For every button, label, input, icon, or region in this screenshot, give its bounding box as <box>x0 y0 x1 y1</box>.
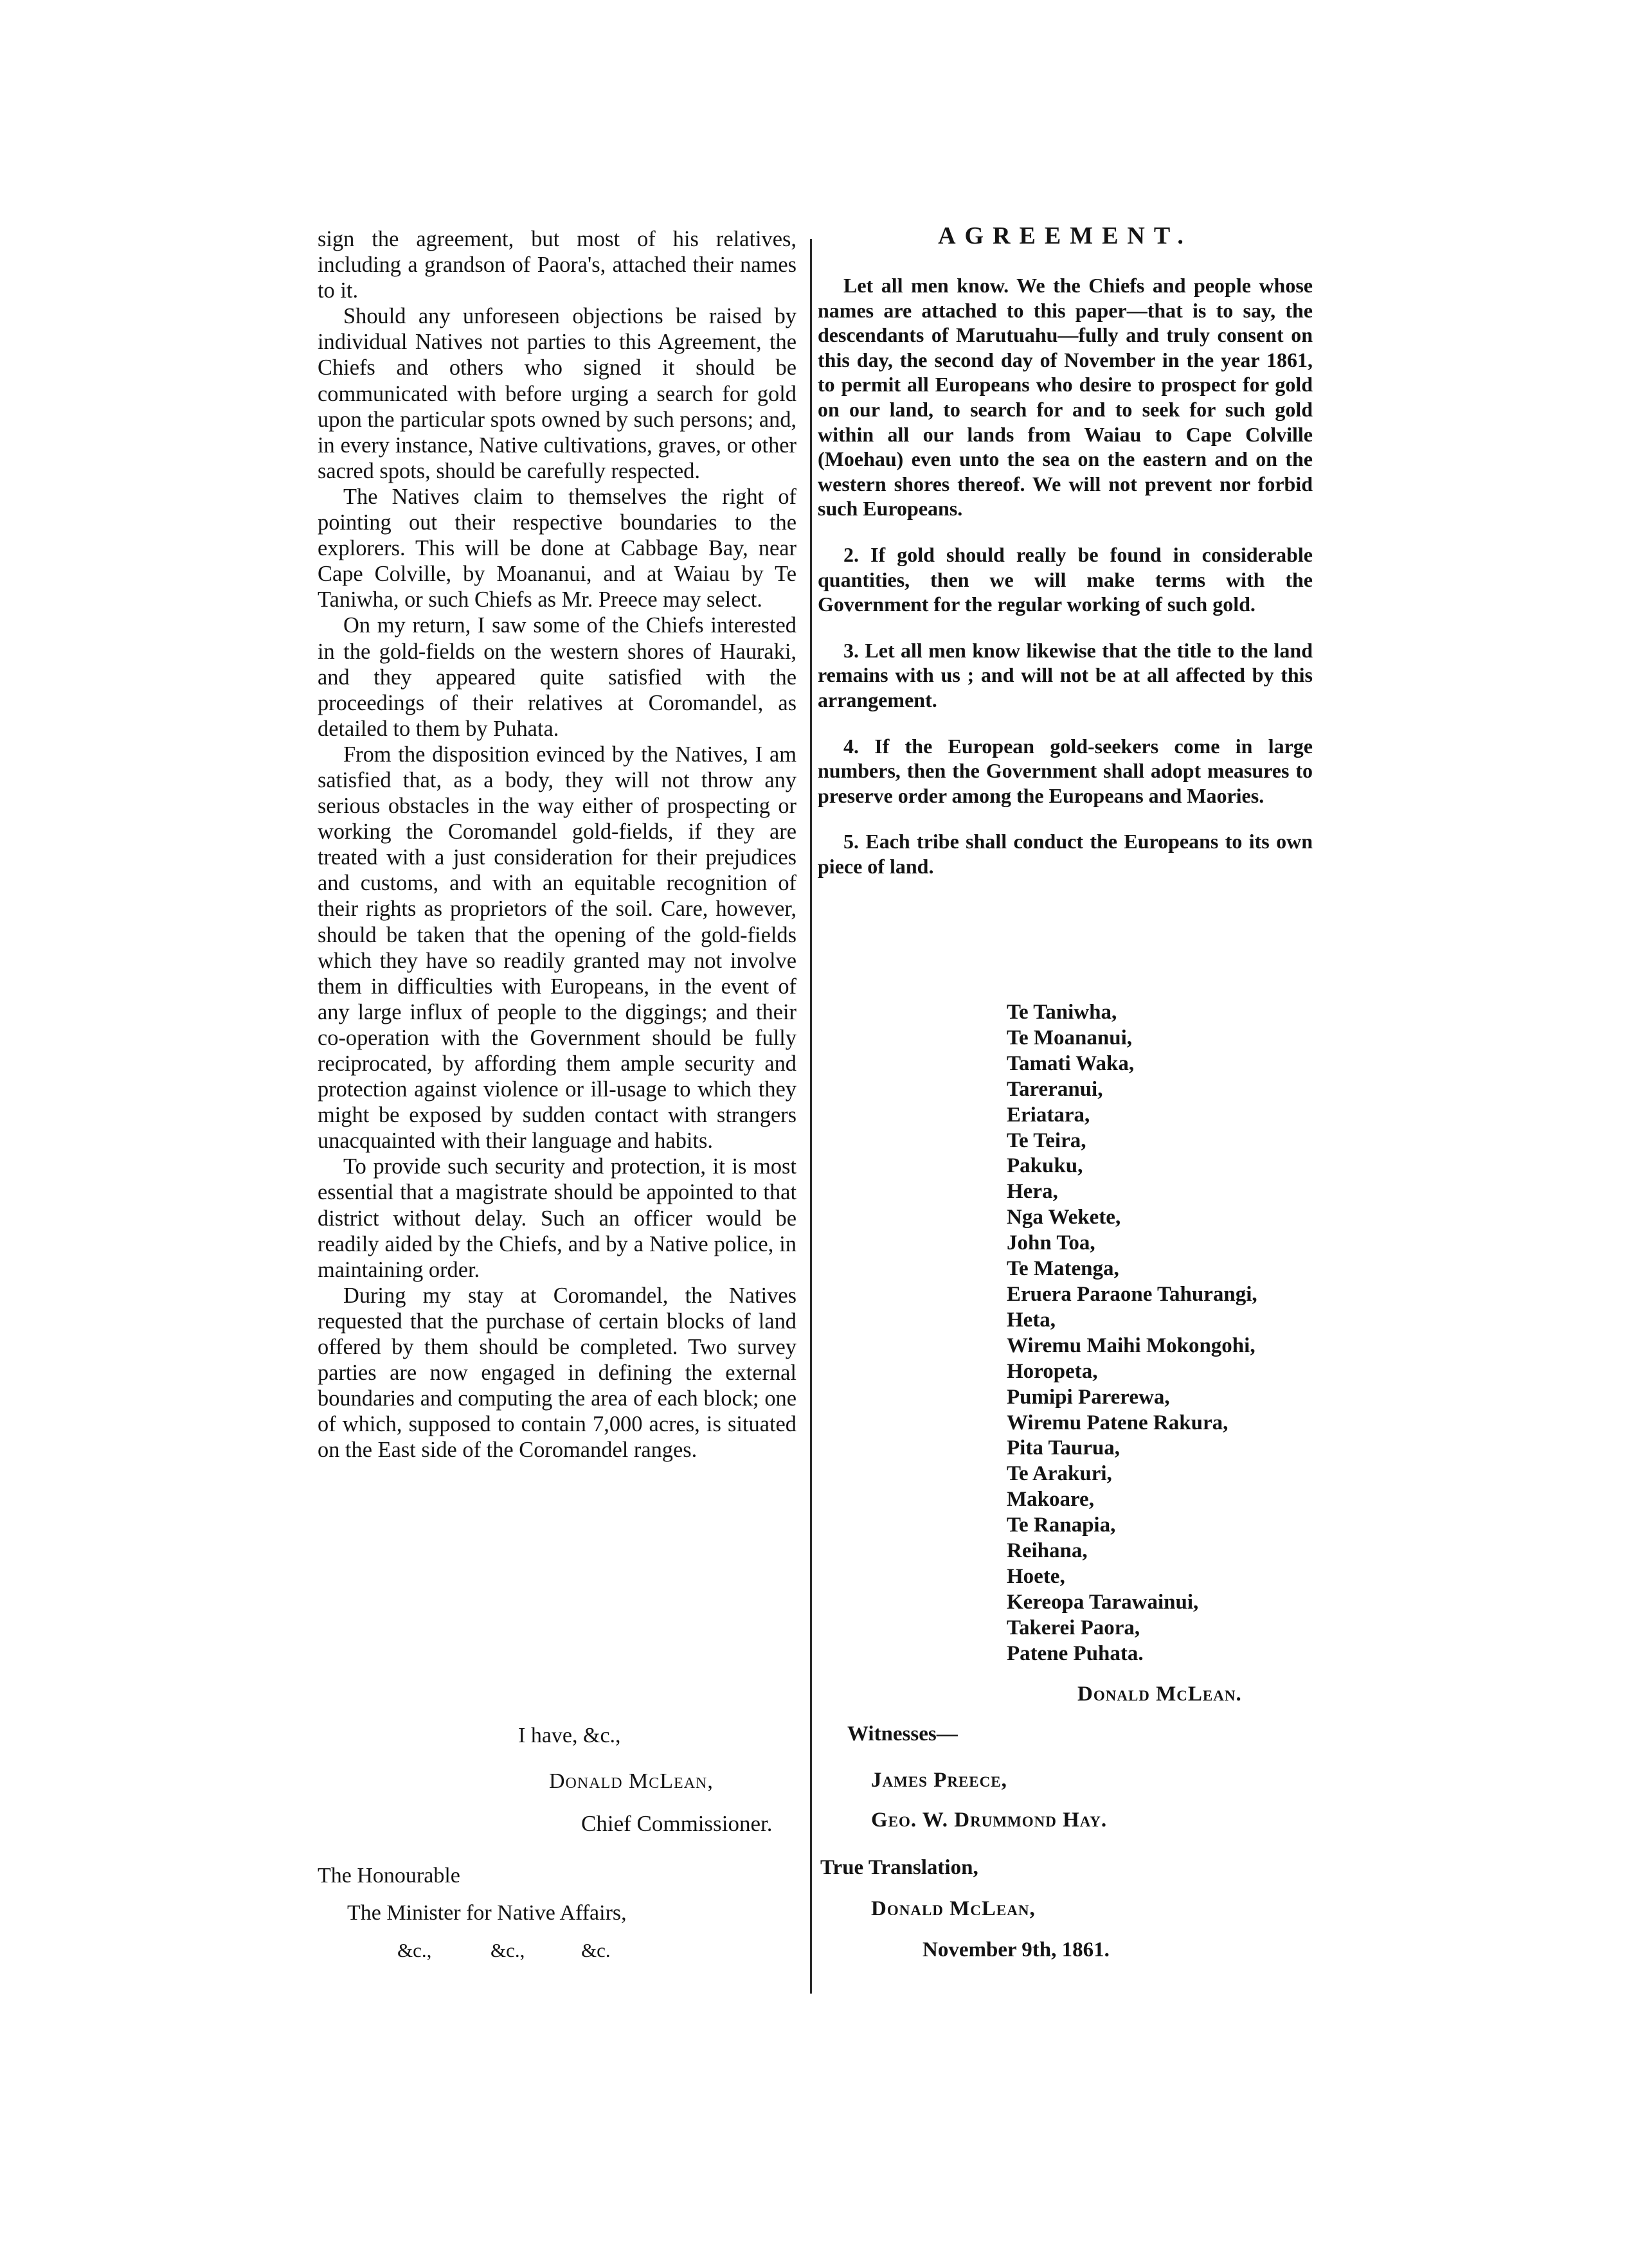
column-divider <box>810 239 812 1994</box>
signature-title: Chief Commissioner. <box>581 1811 773 1836</box>
etc-1: &c., <box>397 1939 432 1961</box>
signatory: Wiremu Maihi Mokongohi, <box>1007 1334 1256 1357</box>
witness: Geo. W. Drummond Hay. <box>871 1808 1108 1832</box>
signatory: Pita Taurua, <box>1007 1436 1120 1460</box>
etc-3: &c. <box>581 1939 611 1961</box>
signatory: Reihana, <box>1007 1539 1088 1563</box>
addressee-line-2: The Minister for Native Affairs, <box>347 1901 627 1925</box>
addressee-line-1: The Honourable <box>318 1864 460 1888</box>
signatory: Pakuku, <box>1007 1154 1083 1178</box>
signatory: Heta, <box>1007 1308 1056 1332</box>
paragraph: To provide such security and protection, it is most essential that a magistrate should be appointed to that district without delay. Such an officer would be readily aided by the Chiefs, and by a Native police, in maintaining order. <box>318 1154 797 1282</box>
witness: James Preece, <box>871 1769 1007 1792</box>
paragraph: On my return, I saw some of the Chiefs interested in the gold-fields on the western shores of Hauraki, and they appeared quite satisfied with the proceedings of their relatives at Coromandel, as detailed to them by Puhata. <box>318 613 797 741</box>
signatory: Hoete, <box>1007 1564 1065 1588</box>
agreement-clause: 2. If gold should really be found in considerable quantities, then we will make terms with the Government for the regular working of such gold. <box>818 542 1313 616</box>
agreement-clause: 5. Each tribe shall conduct the Europeans to its own piece of land. <box>818 830 1313 878</box>
left-column <box>318 226 797 1463</box>
translation-label: True Translation, <box>820 1856 978 1879</box>
signatory: Makoare, <box>1007 1488 1094 1512</box>
signatory: Te Arakuri, <box>1007 1462 1112 1486</box>
signatory: Te Teira, <box>1007 1129 1086 1152</box>
signatory-list <box>1007 1000 1257 1667</box>
right-column <box>818 222 1313 900</box>
signatory: Nga Wekete, <box>1007 1206 1121 1229</box>
signatory: Takerei Paora, <box>1007 1616 1140 1639</box>
translator-signature: Donald McLean, <box>871 1897 1036 1920</box>
translation-date: November 9th, 1861. <box>923 1938 1110 1961</box>
signatory: Wiremu Patene Rakura, <box>1007 1411 1228 1434</box>
signatory: Te Ranapia, <box>1007 1513 1116 1537</box>
paragraph: During my stay at Coromandel, the Natives requested that the purchase of certain blocks of land offered by them should be completed. Two survey parties are now engaged in defining the external boundaries and computing the area of each block; one of which, supposed to contain 7,000 acres, is situated on the East side of the Coromandel ranges. <box>318 1283 797 1463</box>
agreement-signature: Donald McLean. <box>1077 1683 1242 1706</box>
witnesses-label: Witnesses— <box>847 1722 958 1746</box>
signatory: Hera, <box>1007 1180 1058 1204</box>
closing-line: I have, &c., <box>518 1724 621 1747</box>
agreement-clause: Let all men know. We the Chiefs and people whose names are attached to this paper—that is to say, the descendants of Marutuahu—fully and truly consent on this day, the second day of November in the year 1861, to permit all Europeans who desire to prospect for gold on our land, to search for and to seek for such gold within all our lands from Waiau to Cape Colville (Moehau) even unto the sea on the eastern and on the western shores thereof. We will not prevent nor forbid such Europeans. <box>818 274 1313 521</box>
paragraph: Should any unforeseen objections be raised by individual Natives not parties to this Agreement, the Chiefs and others who signed it should be communicated with before urging a search for gold upon the particular spots owned by such persons; and, in every instance, Native cultivations, graves, or other sacred spots, should be carefully respected. <box>318 304 797 483</box>
signatory: Te Matenga, <box>1007 1257 1119 1281</box>
agreement-clause: 3. Let all men know likewise that the title to the land remains with us ; and will not be at all affected by this arrangement. <box>818 638 1313 711</box>
agreement-clause: 4. If the European gold-seekers come in large numbers, then the Government shall adopt measures to preserve order among the Europeans and Maories. <box>818 734 1313 807</box>
signatory: Patene Puhata. <box>1007 1641 1144 1665</box>
signatory: Eriatara, <box>1007 1103 1090 1127</box>
signatory: John Toa, <box>1007 1231 1095 1255</box>
signatory: Tamati Waka, <box>1007 1051 1135 1075</box>
signatory: Te Taniwha, <box>1007 1001 1117 1024</box>
signature: Donald McLean, <box>549 1769 714 1793</box>
paragraph: sign the agreement, but most of his relatives, including a grandson of Paora's, attached their names to it. <box>318 227 797 303</box>
etc-2: &c., <box>491 1939 525 1961</box>
paragraph: The Natives claim to themselves the right of pointing out their respective boundaries to the explorers. This will be done at Cabbage Bay, near Cape Colville, by Moananui, and at Waiau by Te Taniwha, or such Chiefs as Mr. Preece may select. <box>318 484 797 612</box>
signatory: Kereopa Tarawainui, <box>1007 1590 1199 1614</box>
agreement-title: AGREEMENT. <box>938 222 1192 249</box>
signatory: Eruera Paraone Tahurangi, <box>1007 1282 1257 1306</box>
signatory: Te Moananui, <box>1007 1026 1133 1049</box>
signatory: Tareranui, <box>1007 1077 1103 1101</box>
signatory: Horopeta, <box>1007 1359 1098 1383</box>
paragraph: From the disposition evinced by the Natives, I am satisfied that, as a body, they will not throw any serious obstacles in the way either of prospecting or working the Coromandel gold-fields, if they are treated with a just consideration for their prejudices and customs, and with an equitable recognition of their rights as proprietors of the soil. Care, however, should be taken that the opening of the gold-fields which they have so readily granted may not involve them in difficulties with Europeans, in the event of any large influx of people to the diggings; and their co-operation with the Government should be fully reciprocated, by affording them ample security and protection against violence or ill-usage to which they might be exposed by sudden contact with strangers unacquainted with their language and habits. <box>318 742 797 1154</box>
signatory: Pumipi Parerewa, <box>1007 1385 1170 1409</box>
